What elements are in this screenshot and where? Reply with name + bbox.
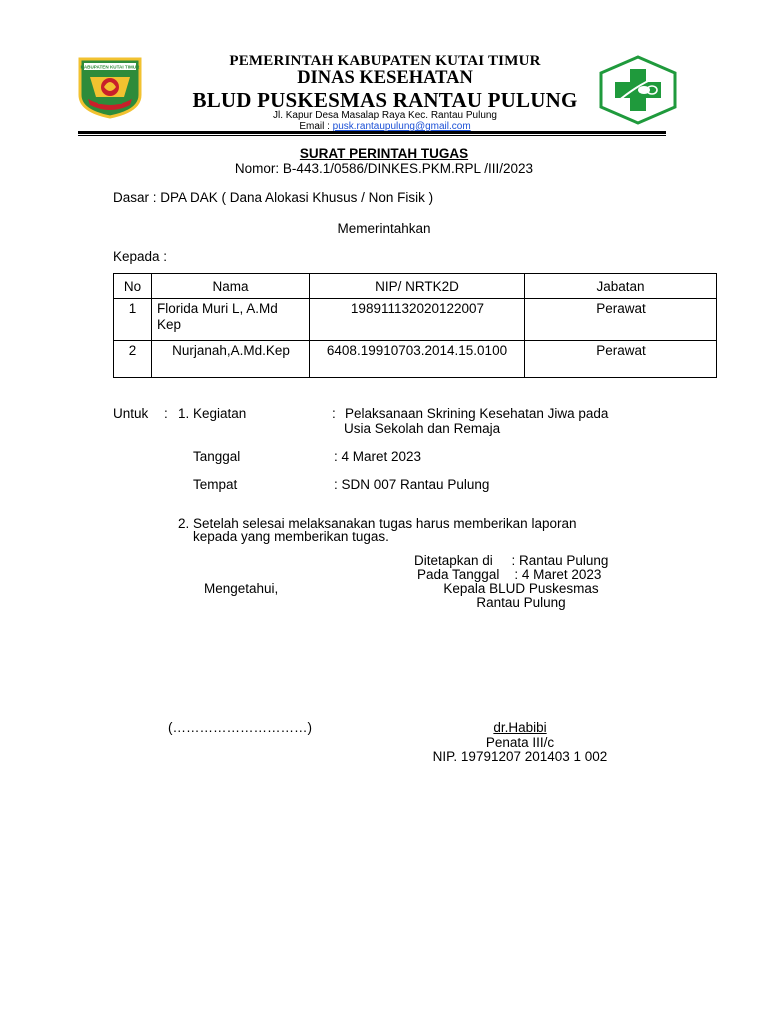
cell-no: 2 (128, 343, 137, 358)
tempat-label: Tempat (193, 477, 238, 492)
cell-jabatan: Perawat (596, 343, 646, 358)
col-header-jabatan: Jabatan (525, 274, 717, 299)
table-row (114, 341, 717, 378)
email-label: Email : (299, 121, 330, 132)
table-row (114, 299, 717, 341)
acknowledger-signature-blank: (…………………………) (168, 720, 312, 735)
address: Jl. Kapur Desa Masalap Raya Kec. Rantau Pulung (272, 110, 497, 121)
kegiatan-colon: : (332, 406, 336, 421)
item2-line1: 2. Setelah selesai melaksanakan tugas harus memberikan laporan (178, 516, 577, 531)
recipient-label: Kepada : (113, 249, 168, 264)
signer-position-line1: Kepala BLUD Puskesmas (443, 581, 599, 596)
assignee-table (113, 273, 717, 378)
tanggal-value: : 4 Maret 2023 (334, 449, 422, 464)
issued-date: Pada Tanggal : 4 Maret 2023 (417, 567, 602, 582)
regency-emblem-logo (76, 55, 144, 119)
cell-nip: 6408.19910703.2014.15.0100 (326, 343, 508, 358)
cell-nama: Nurjanah,A.Md.Kep (172, 343, 290, 358)
emblem-banner-text: KABUPATEN KUTAI TIMUR (80, 64, 140, 70)
cell-nip: 198911132020122007 (350, 301, 485, 316)
col-header-nip: NIP/ NRTK2D (310, 274, 525, 299)
kegiatan-label: 1. Kegiatan (178, 406, 247, 421)
signer-position-line2: Rantau Pulung (476, 595, 566, 610)
puskesmas-logo (597, 55, 679, 125)
issued-at: Ditetapkan di : Rantau Pulung (414, 553, 609, 568)
organization-name: BLUD PUSKESMAS RANTAU PULUNG (192, 88, 578, 112)
acknowledged-label: Mengetahui, (204, 581, 279, 596)
header-rule-thin (78, 135, 666, 136)
email-link[interactable]: pusk.rantaupulung@gmail.com (332, 121, 471, 132)
cell-jabatan: Perawat (596, 301, 646, 316)
order-heading: Memerintahkan (337, 221, 431, 236)
kegiatan-value-line1: Pelaksanaan Skrining Kesehatan Jiwa pada (345, 406, 609, 421)
col-header-no: No (114, 274, 152, 299)
untuk-colon: : (164, 406, 168, 421)
item2-line2: kepada yang memberikan tugas. (193, 529, 389, 544)
tempat-value: : SDN 007 Rantau Pulung (334, 477, 490, 492)
cell-no: 1 (128, 301, 137, 316)
table-header-row (114, 274, 717, 299)
letter-basis: Dasar : DPA DAK ( Dana Alokasi Khusus / Non Fisik ) (113, 190, 434, 205)
col-header-nama: Nama (152, 274, 310, 299)
cell-nama: Florida Muri L, A.Md Kep (157, 301, 278, 332)
signer-rank: Penata III/c (485, 735, 555, 750)
untuk-label: Untuk (113, 406, 149, 421)
department-name: DINAS KESEHATAN (297, 68, 473, 88)
header-rule-thick (78, 131, 666, 134)
signer-nip: NIP. 19791207 201403 1 002 (432, 749, 608, 764)
letter-title: SURAT PERINTAH TUGAS (299, 146, 469, 161)
government-name: PEMERINTAH KABUPATEN KUTAI TIMUR (229, 53, 541, 69)
kegiatan-value-line2: Usia Sekolah dan Remaja (344, 421, 501, 436)
tanggal-label: Tanggal (193, 449, 241, 464)
signer-name: dr.Habibi (493, 720, 547, 735)
letter-number: Nomor: B-443.1/0586/DINKES.PKM.RPL /III/2023 (234, 161, 534, 176)
